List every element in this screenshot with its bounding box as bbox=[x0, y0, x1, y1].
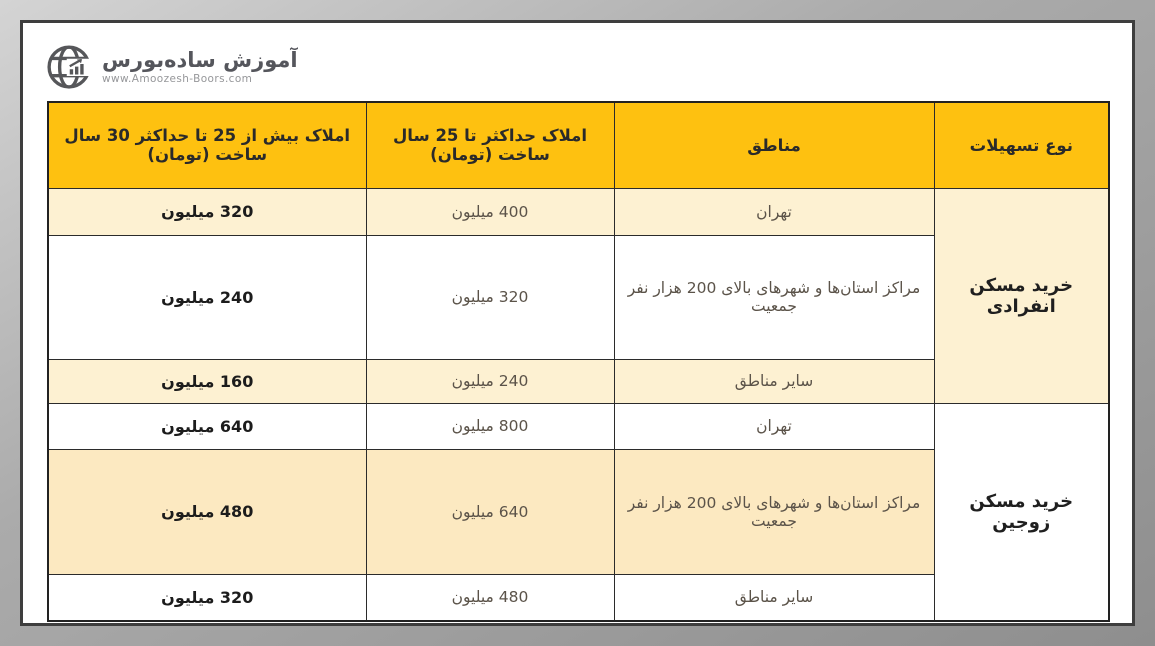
globe-chart-icon bbox=[45, 43, 93, 91]
header-facility-type: نوع تسهیلات bbox=[934, 102, 1109, 188]
loan-facilities-table bbox=[47, 101, 1110, 622]
group-label-couples: خرید مسکن زوجین bbox=[934, 403, 1109, 621]
content-card bbox=[20, 20, 1135, 626]
header-25-to-30-years: املاک بیش از 25 تا حداکثر 30 سال ساخت (تومان) bbox=[48, 102, 366, 188]
region-cell: سایر مناطق bbox=[614, 574, 934, 621]
brand-logo bbox=[45, 43, 298, 91]
group-label-individual: خرید مسکن انفرادی bbox=[934, 188, 1109, 403]
value-25to30-cell: 160 میلیون bbox=[48, 359, 366, 403]
value-upto25-cell: 640 میلیون bbox=[366, 449, 614, 574]
brand-url: www.Amoozesh-Boors.com bbox=[102, 73, 253, 86]
region-cell: مراکز استان‌ها و شهرهای بالای 200 هزار نفر جمعیت bbox=[614, 235, 934, 359]
value-25to30-cell: 240 میلیون bbox=[48, 235, 366, 359]
value-upto25-cell: 400 میلیون bbox=[366, 188, 614, 235]
value-upto25-cell: 800 میلیون bbox=[366, 403, 614, 449]
region-cell: سایر مناطق bbox=[614, 359, 934, 403]
value-upto25-cell: 240 میلیون bbox=[366, 359, 614, 403]
table-row bbox=[48, 403, 1109, 449]
region-cell: تهران bbox=[614, 188, 934, 235]
region-cell: تهران bbox=[614, 403, 934, 449]
value-25to30-cell: 640 میلیون bbox=[48, 403, 366, 449]
value-25to30-cell: 320 میلیون bbox=[48, 188, 366, 235]
value-25to30-cell: 480 میلیون bbox=[48, 449, 366, 574]
header-max-25-years: املاک حداکثر تا 25 سال ساخت (تومان) bbox=[366, 102, 614, 188]
table-row bbox=[48, 188, 1109, 235]
region-cell: مراکز استان‌ها و شهرهای بالای 200 هزار نفر جمعیت bbox=[614, 449, 934, 574]
header-regions: مناطق bbox=[614, 102, 934, 188]
value-25to30-cell: 320 میلیون bbox=[48, 574, 366, 621]
value-upto25-cell: 480 میلیون bbox=[366, 574, 614, 621]
value-upto25-cell: 320 میلیون bbox=[366, 235, 614, 359]
brand-name: آموزش ساده‌بورس bbox=[102, 47, 298, 72]
